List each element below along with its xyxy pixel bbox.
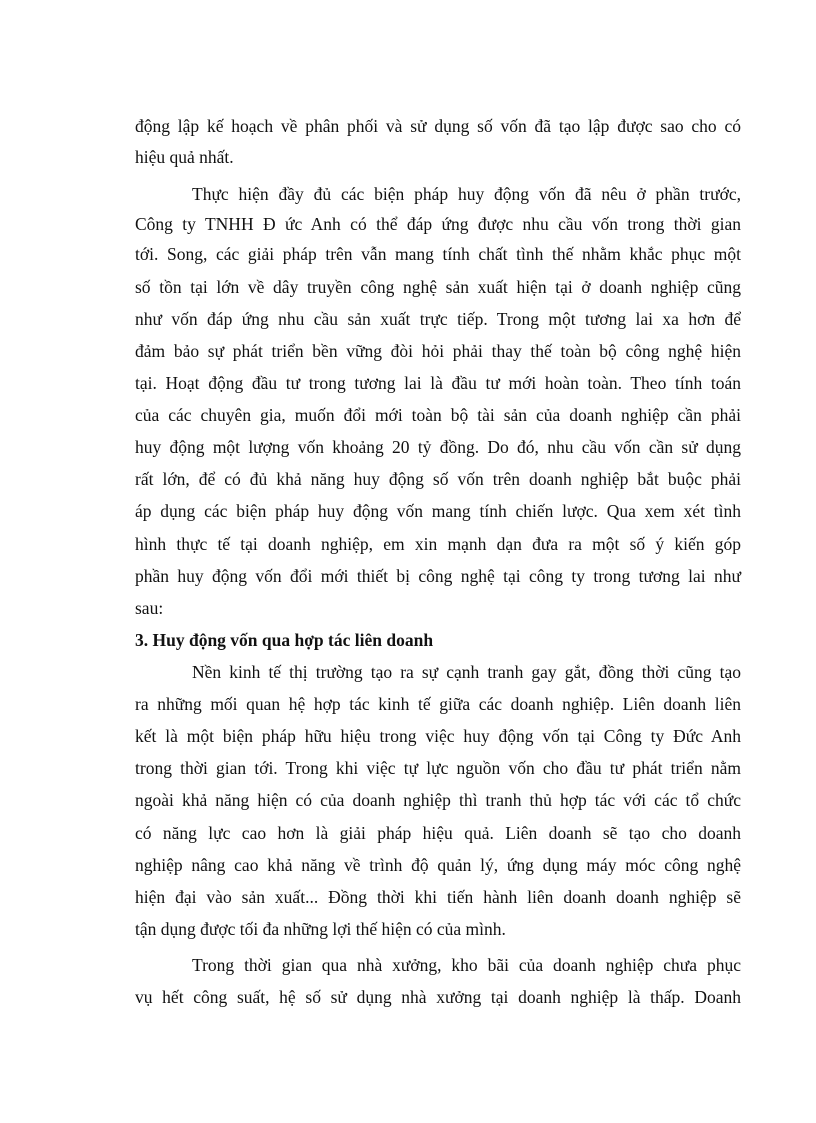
text-line: rất lớn, để có đủ khả năng huy động số vốn trên doanh nghiệp bắt buộc phải	[135, 469, 741, 489]
text-line: hình thực tế tại doanh nghiệp, em xin mạnh dạn đưa ra một số ý kiến góp	[135, 534, 741, 554]
text-line: nghiệp nâng cao khả năng về trình độ quản lý, ứng dụng máy móc công nghệ	[135, 855, 741, 875]
text-line: hiện đại vào sản xuất... Đồng thời khi tiến hành liên doanh doanh nghiệp sẽ	[135, 887, 741, 907]
text-line: huy động một lượng vốn khoảng 20 tỷ đồng. Do đó, nhu cầu vốn cần sử dụng	[135, 437, 741, 457]
text-line: tận dụng được tối đa những lợi thế hiện có của mình.	[135, 919, 506, 939]
text-line: tới. Song, các giải pháp trên vẫn mang tính chất tình thế nhằm khắc phục một	[135, 244, 741, 264]
text-line: động lập kế hoạch về phân phối và sử dụng số vốn đã tạo lập được sao cho có	[135, 116, 741, 136]
text-line: ra những mối quan hệ hợp tác kinh tế giữa các doanh nghiệp. Liên doanh liên	[135, 694, 741, 714]
text-line: vụ hết công suất, hệ số sử dụng nhà xưởng tại doanh nghiệp là thấp. Doanh	[135, 987, 741, 1007]
text-line: kết là một biện pháp hữu hiệu trong việc huy động vốn tại Công ty Đức Anh	[135, 726, 741, 746]
text-line: áp dụng các biện pháp huy động vốn mang tính chiến lược. Qua xem xét tình	[135, 501, 741, 521]
text-line: số tồn tại lớn về dây truyền công nghệ sản xuất hiện tại ở doanh nghiệp cũng	[135, 277, 741, 297]
text-line: trong thời gian tới. Trong khi việc tự lực nguồn vốn cho đầu tư phát triển nằm	[135, 758, 741, 778]
text-line: của các chuyên gia, muốn đổi mới toàn bộ tài sản của doanh nghiệp cần phải	[135, 405, 741, 425]
text-line: đảm bảo sự phát triển bền vững đòi hỏi phải thay thế toàn bộ công nghệ hiện	[135, 341, 741, 361]
text-line: hiệu quả nhất.	[135, 147, 234, 167]
text-line: Thực hiện đầy đủ các biện pháp huy động vốn đã nêu ở phần trước,	[192, 184, 741, 204]
text-line: như vốn đáp ứng nhu cầu sản xuất trực tiếp. Trong một tương lai xa hơn để	[135, 309, 741, 329]
text-line: ngoài khả năng hiện có của doanh nghiệp thì tranh thủ hợp tác với các tổ chức	[135, 790, 741, 810]
text-line: phần huy động vốn đổi mới thiết bị công nghệ tại công ty trong tương lai như	[135, 566, 741, 586]
section-heading: 3. Huy động vốn qua hợp tác liên doanh	[135, 630, 434, 650]
text-line: Công ty TNHH Đ ức Anh có thể đáp ứng được nhu cầu vốn trong thời gian	[135, 214, 741, 234]
text-line: sau:	[135, 598, 164, 618]
text-line: Trong thời gian qua nhà xưởng, kho bãi của doanh nghiệp chưa phục	[192, 955, 741, 975]
text-line: Nền kinh tế thị trường tạo ra sự cạnh tranh gay gắt, đồng thời cũng tạo	[192, 662, 741, 682]
text-line: tại. Hoạt động đầu tư trong tương lai là đầu tư mới hoàn toàn. Theo tính toán	[135, 373, 741, 393]
text-line: có năng lực cao hơn là giải pháp hiệu quả. Liên doanh sẽ tạo cho doanh	[135, 823, 741, 843]
